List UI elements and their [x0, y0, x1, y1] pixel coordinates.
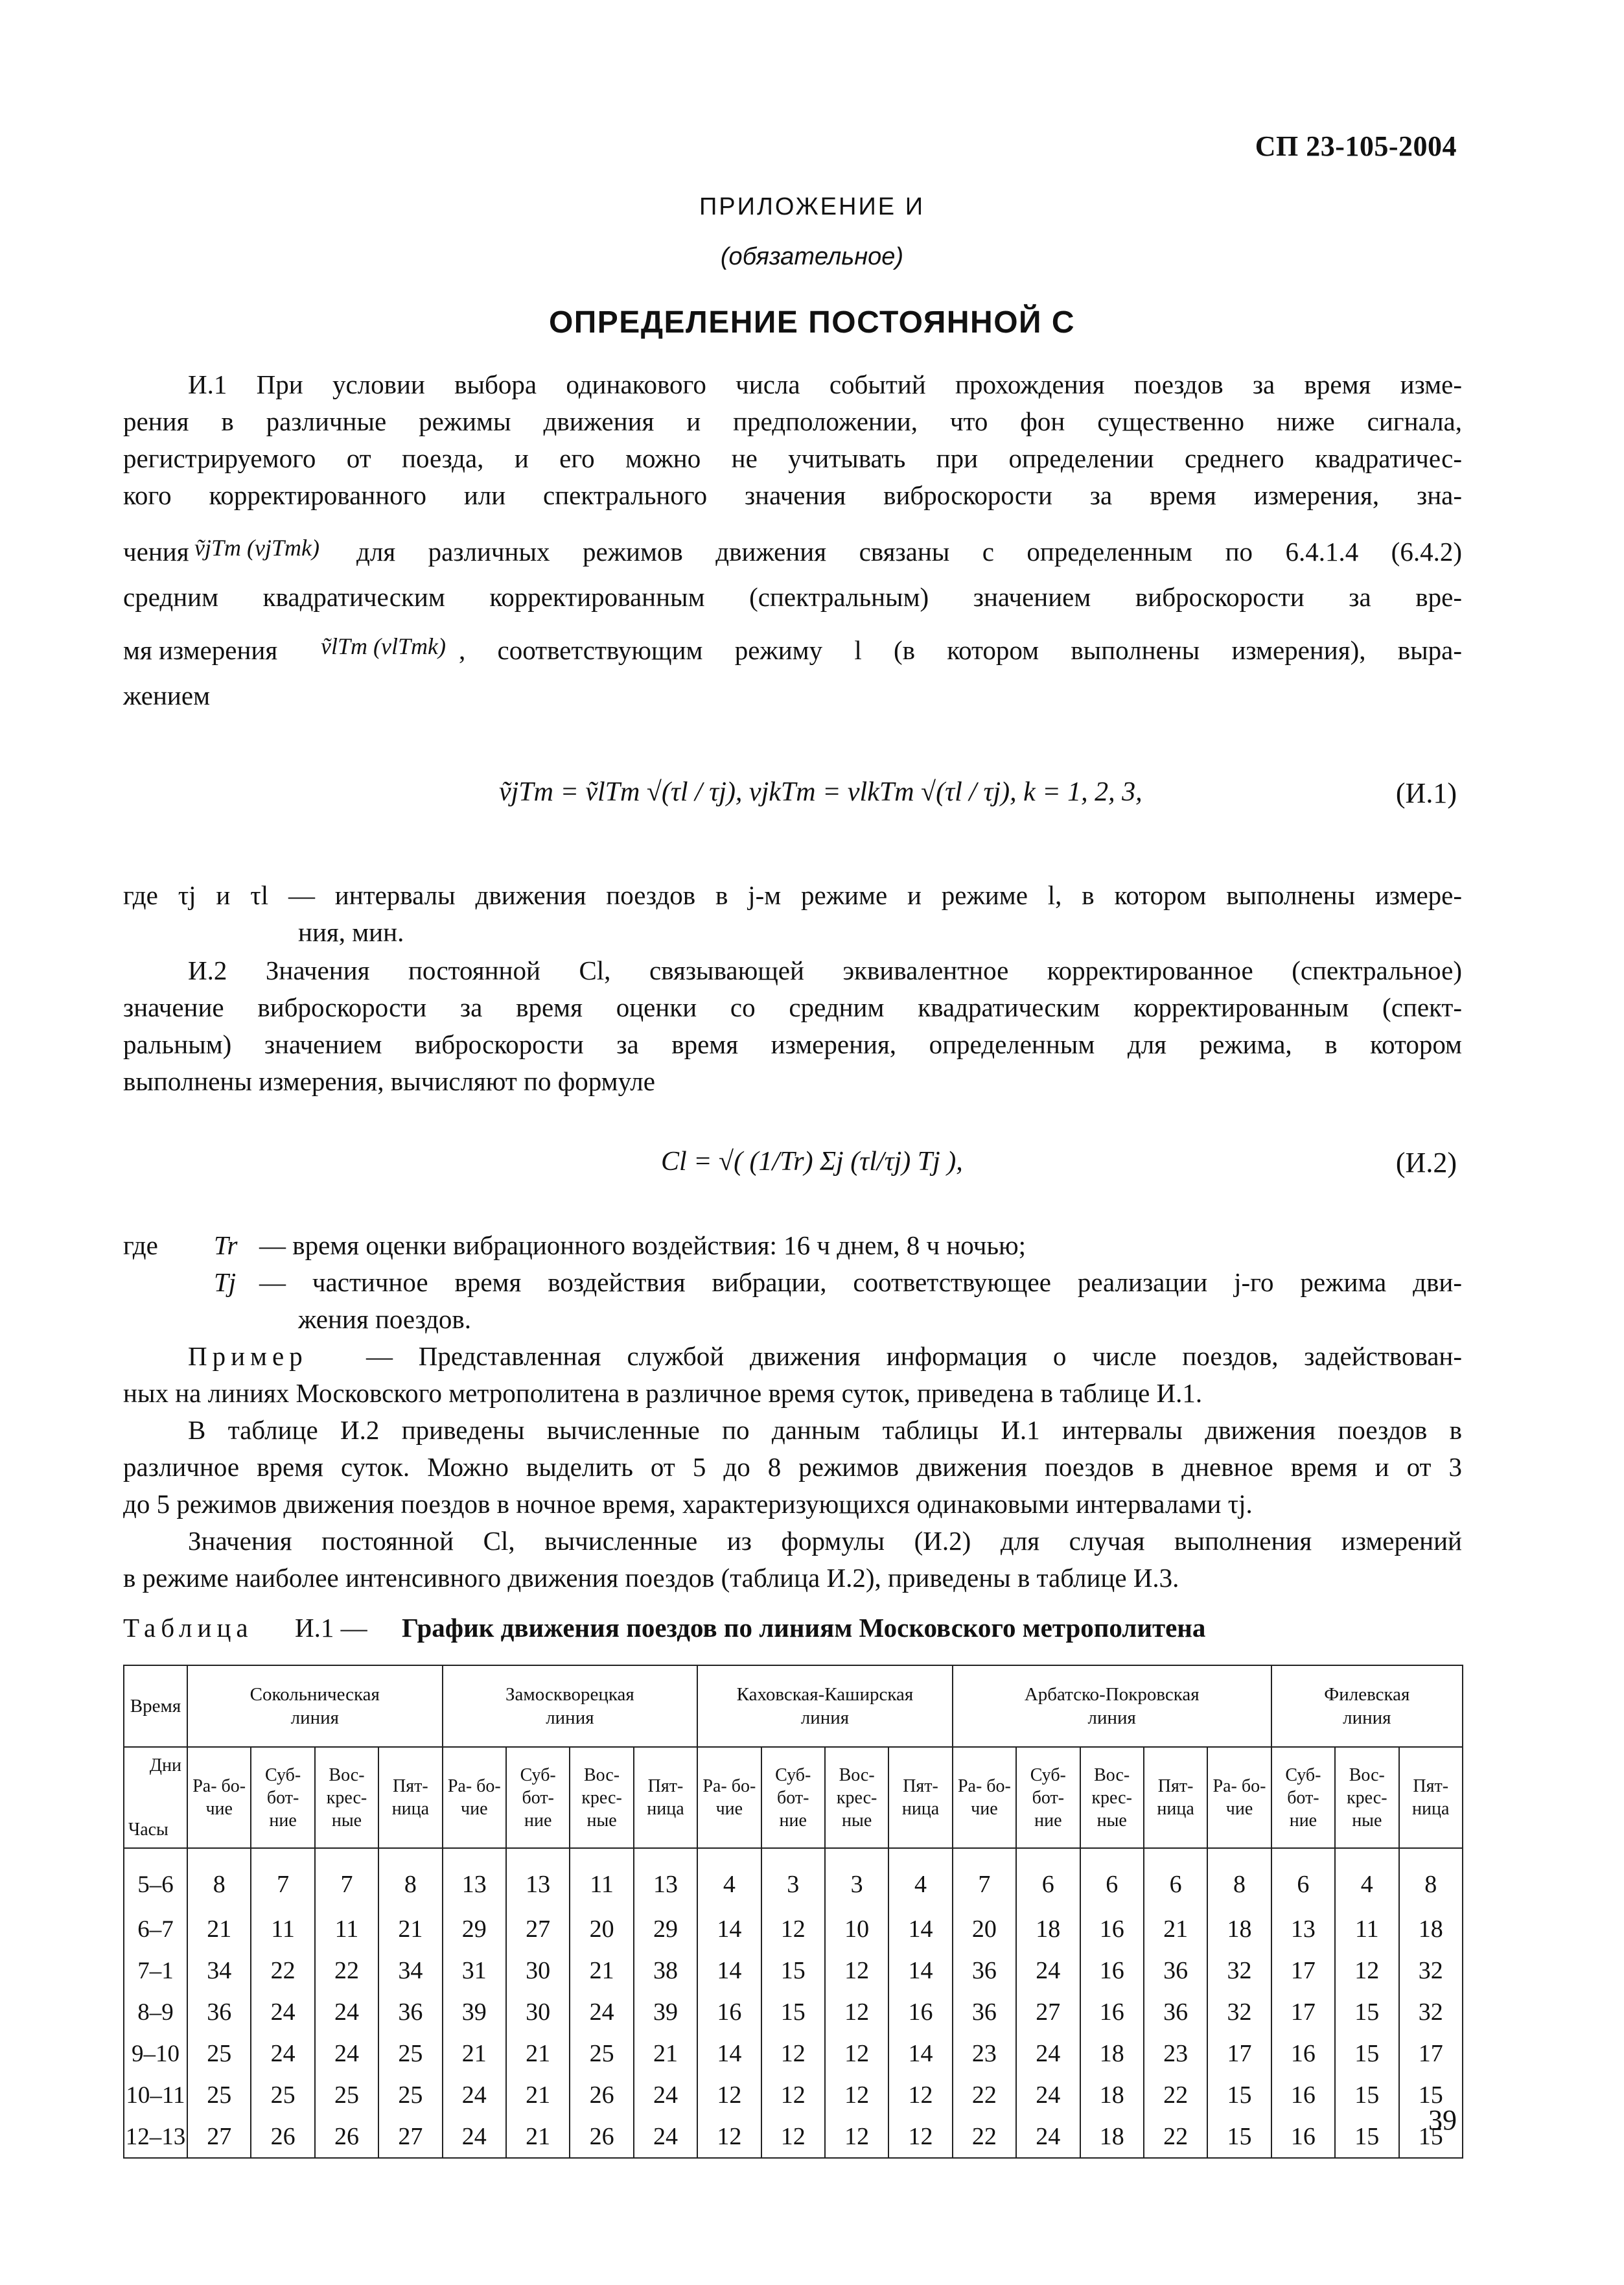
table-cell: 15 — [1335, 2033, 1398, 2074]
table-cell: 36 — [953, 1950, 1016, 1991]
section-heading: ОПРЕДЕЛЕНИЕ ПОСТОЯННОЙ C — [548, 305, 1076, 340]
table-cell: 24 — [1016, 2033, 1080, 2074]
table-cell: 34 — [187, 1950, 251, 1991]
table-row — [124, 1991, 1463, 2033]
table-caption-label: Таблица — [123, 1613, 253, 1643]
day-type-header: Пят- ница — [378, 1747, 442, 1848]
table-cell: 25 — [378, 2033, 442, 2074]
formula-2-number: (И.2) — [1395, 1147, 1457, 1178]
table-cell: 15 — [1399, 2116, 1463, 2158]
para2-line4: выполнены измерения, вычисляют по формуле — [123, 1066, 655, 1096]
table-cell: 11 — [570, 1848, 633, 1908]
table-cell: 18 — [1207, 1908, 1271, 1950]
time-cell: 12–13 — [124, 2116, 187, 2158]
table-cell: 29 — [634, 1908, 697, 1950]
table-row — [124, 2033, 1463, 2074]
table-cell: 21 — [506, 2033, 570, 2074]
table-cell: 14 — [888, 2033, 952, 2074]
table-cell: 25 — [187, 2074, 251, 2116]
day-type-header: Пят- ница — [888, 1747, 952, 1848]
day-type-header: Вос- крес- ные — [1335, 1747, 1398, 1848]
table-cell: 30 — [506, 1991, 570, 2033]
table-cell: 24 — [443, 2116, 506, 2158]
table-cell: 39 — [634, 1991, 697, 2033]
table-cell: 24 — [1016, 1950, 1080, 1991]
table-cell: 27 — [378, 2116, 442, 2158]
table-cell: 12 — [761, 2074, 825, 2116]
table-cell: 32 — [1207, 1991, 1271, 2033]
table-cell: 24 — [315, 1991, 378, 2033]
para3-line3: до 5 режимов движения поездов в ночное время, характеризующихся одинаковыми интервалами τj. — [123, 1489, 1253, 1519]
formula-2: Cl = √( (1/Tr) Σj (τl/τj) Tj ), — [661, 1147, 963, 1177]
table-cell: 10 — [825, 1908, 888, 1950]
table-cell: 16 — [1271, 2033, 1335, 2074]
table-row — [124, 1950, 1463, 1991]
table-cell: 15 — [1335, 2074, 1398, 2116]
day-type-header: Суб- бот- ние — [1271, 1747, 1335, 1848]
table-cell: 21 — [443, 2033, 506, 2074]
table-cell: 17 — [1271, 1991, 1335, 2033]
where1-line1: где τj и τl — интервалы движения поездов в j-м режиме и режиме l, в котором выполнены измере- — [123, 880, 1462, 910]
table-cell: 24 — [315, 2033, 378, 2074]
table-cell: 26 — [315, 2116, 378, 2158]
table-cell: 17 — [1271, 1950, 1335, 1991]
table-cell: 25 — [570, 2033, 633, 2074]
table-cell: 25 — [251, 2074, 314, 2116]
table-caption-title: График движения поездов по линиям Московского метрополитена — [402, 1613, 1206, 1643]
time-cell: 8–9 — [124, 1991, 187, 2033]
table-cell: 21 — [378, 1908, 442, 1950]
day-type-header: Пят- ница — [1399, 1747, 1463, 1848]
table-cell: 25 — [378, 2074, 442, 2116]
table-cell: 36 — [187, 1991, 251, 2033]
day-type-header: Ра- бо- чие — [1207, 1747, 1271, 1848]
table-cell: 36 — [1144, 1991, 1207, 2033]
day-type-header: Ра- бо- чие — [697, 1747, 761, 1848]
table-cell: 11 — [315, 1908, 378, 1950]
day-type-header: Ра- бо- чие — [443, 1747, 506, 1848]
tj-definition-2: жения поездов. — [298, 1304, 472, 1334]
para3-line2: различное время суток. Можно выделить от 5 до 8 режимов движения поездов в дневное время и от 3 — [123, 1452, 1462, 1482]
table-cell: 15 — [1207, 2116, 1271, 2158]
table-cell: 25 — [315, 2074, 378, 2116]
table-cell: 22 — [953, 2074, 1016, 2116]
para1-line7-math: ṽlTm (vlTmk) — [321, 633, 446, 659]
table-cell: 16 — [1080, 1950, 1144, 1991]
table-cell: 8 — [187, 1848, 251, 1908]
table-cell: 13 — [443, 1848, 506, 1908]
table-cell: 6 — [1271, 1848, 1335, 1908]
table-cell: 22 — [315, 1950, 378, 1991]
tj-definition: — частичное время воздействия вибрации, соответствующее реализации j-го режима дви- — [259, 1267, 1462, 1297]
table-cell: 16 — [697, 1991, 761, 2033]
tj-symbol: Tj — [214, 1267, 237, 1297]
para1-line7-start: мя измерения — [123, 635, 278, 665]
table-cell: 24 — [634, 2074, 697, 2116]
time-cell: 5–6 — [124, 1848, 187, 1908]
table-cell: 3 — [825, 1848, 888, 1908]
annex-status: (обязательное) — [720, 243, 904, 270]
para1-line8: жением — [123, 681, 211, 710]
formula-1: ṽjTm = ṽlTm √(τl / τj), vjkTm = vlkTm √(τl / τj), k = 1, 2, 3, — [499, 777, 1143, 807]
table-cell: 23 — [953, 2033, 1016, 2074]
para3-line1: В таблице И.2 приведены вычисленные по данным таблицы И.1 интервалы движения поездов в — [188, 1415, 1462, 1445]
table-cell: 27 — [1016, 1991, 1080, 2033]
para1-line5-end: для различных режимов движения связаны с определенным по 6.4.1.4 (6.4.2) — [356, 537, 1462, 567]
line-header-zamoskvoretskaya: Замоскворецкая линия — [443, 1665, 698, 1747]
table-cell: 24 — [251, 1991, 314, 2033]
page-number: 39 — [1428, 2104, 1457, 2136]
table-cell: 27 — [506, 1908, 570, 1950]
table-row — [124, 1908, 1463, 1950]
day-type-header: Ра- бо- чие — [187, 1747, 251, 1848]
day-type-header: Суб- бот- ние — [1016, 1747, 1080, 1848]
table-row — [124, 1848, 1463, 1908]
para4-line1: Значения постоянной Cl, вычисленные из формулы (И.2) для случая выполнения измерений — [188, 1526, 1462, 1556]
table-cell: 18 — [1080, 2074, 1144, 2116]
table-cell: 21 — [187, 1908, 251, 1950]
table-cell: 8 — [1207, 1848, 1271, 1908]
table-header-row-days — [124, 1747, 1463, 1848]
para1-line7-end: , соответствующим режиму l (в котором выполнены измерения), выра- — [459, 635, 1462, 665]
table-cell: 14 — [888, 1950, 952, 1991]
table-cell: 12 — [825, 2033, 888, 2074]
table-cell: 12 — [761, 1908, 825, 1950]
table-cell: 12 — [888, 2116, 952, 2158]
table-cell: 7 — [251, 1848, 314, 1908]
table-cell: 8 — [1399, 1848, 1463, 1908]
table-cell: 21 — [506, 2116, 570, 2158]
table-cell: 12 — [825, 2074, 888, 2116]
table-cell: 4 — [1335, 1848, 1398, 1908]
table-cell: 6 — [1080, 1848, 1144, 1908]
table-cell: 36 — [378, 1991, 442, 2033]
day-type-header: Вос- крес- ные — [825, 1747, 888, 1848]
table-cell: 4 — [888, 1848, 952, 1908]
table-row — [124, 2116, 1463, 2158]
table-cell: 26 — [251, 2116, 314, 2158]
table-cell: 3 — [761, 1848, 825, 1908]
day-type-header: Вос- крес- ные — [1080, 1747, 1144, 1848]
table-cell: 15 — [761, 1991, 825, 2033]
table-cell: 30 — [506, 1950, 570, 1991]
line-header-arbatsko-pokrovskaya: Арбатско-Покровская линия — [953, 1665, 1271, 1747]
table-cell: 12 — [1335, 1950, 1398, 1991]
formula-1-number: (И.1) — [1395, 777, 1457, 809]
table-cell: 36 — [953, 1991, 1016, 2033]
tr-symbol: Tr — [214, 1230, 238, 1260]
table-row — [124, 2074, 1463, 2116]
train-schedule-table — [123, 1665, 1463, 2159]
table-cell: 21 — [634, 2033, 697, 2074]
table-cell: 15 — [1335, 1991, 1398, 2033]
day-type-header: Суб- бот- ние — [506, 1747, 570, 1848]
example-label: Пример — [188, 1341, 308, 1371]
example-line1: — Представленная службой движения информация о числе поездов, задействован- — [366, 1341, 1462, 1371]
table-cell: 36 — [1144, 1950, 1207, 1991]
table-cell: 26 — [570, 2074, 633, 2116]
example-line2: ных на линиях Московского метрополитена в различное время суток, приведена в таблице И.1. — [123, 1378, 1203, 1408]
table-cell: 7 — [953, 1848, 1016, 1908]
table-cell: 12 — [825, 2116, 888, 2158]
para1-line4: кого корректированного или спектрального значения виброскорости за время измерения, зна- — [123, 480, 1462, 510]
table-cell: 15 — [761, 1950, 825, 1991]
table-cell: 32 — [1207, 1950, 1271, 1991]
tr-definition: — время оценки вибрационного воздействия: 16 ч днем, 8 ч ночью; — [259, 1230, 1027, 1260]
days-hours-header — [124, 1747, 187, 1848]
time-cell: 7–1 — [124, 1950, 187, 1991]
table-cell: 4 — [697, 1848, 761, 1908]
table-cell: 17 — [1399, 2033, 1463, 2074]
table-cell: 16 — [888, 1991, 952, 2033]
table-cell: 21 — [1144, 1908, 1207, 1950]
table-cell: 24 — [443, 2074, 506, 2116]
annex-title: ПРИЛОЖЕНИЕ И — [699, 193, 925, 220]
table-cell: 12 — [697, 2116, 761, 2158]
table-cell: 14 — [888, 1908, 952, 1950]
table-cell: 8 — [378, 1848, 442, 1908]
table-cell: 17 — [1207, 2033, 1271, 2074]
table-cell: 31 — [443, 1950, 506, 1991]
table-header-row-lines — [124, 1665, 1463, 1747]
para1-line1: И.1 При условии выбора одинакового числа событий прохождения поездов за время изме- — [188, 369, 1462, 399]
table-cell: 13 — [506, 1848, 570, 1908]
table-cell: 25 — [187, 2033, 251, 2074]
where1-line2: ния, мин. — [298, 917, 404, 947]
table-cell: 32 — [1399, 1991, 1463, 2033]
table-cell: 20 — [953, 1908, 1016, 1950]
para1-line5-math: ṽjTm (vjTmk) — [194, 535, 319, 561]
table-cell: 18 — [1080, 2116, 1144, 2158]
table-cell: 12 — [761, 2116, 825, 2158]
table-cell: 15 — [1335, 2116, 1398, 2158]
table-cell: 12 — [888, 2074, 952, 2116]
table-cell: 24 — [1016, 2116, 1080, 2158]
para1-line5-start: чения — [123, 537, 189, 567]
time-cell: 9–10 — [124, 2033, 187, 2074]
time-cell: 6–7 — [124, 1908, 187, 1950]
table-cell: 14 — [697, 2033, 761, 2074]
para2-line1: И.2 Значения постоянной Cl, связывающей эквивалентное корректированное (спектральное) — [188, 955, 1462, 985]
time-cell: 10–11 — [124, 2074, 187, 2116]
table-cell: 26 — [570, 2116, 633, 2158]
time-header: Время — [124, 1665, 187, 1747]
table-cell: 29 — [443, 1908, 506, 1950]
table-cell: 22 — [953, 2116, 1016, 2158]
para2-line3: ральным) значением виброскорости за время измерения, определенным для режима, в котором — [123, 1029, 1462, 1059]
table-cell: 27 — [187, 2116, 251, 2158]
table-cell: 14 — [697, 1950, 761, 1991]
table-cell: 21 — [570, 1950, 633, 1991]
table-cell: 11 — [251, 1908, 314, 1950]
table-cell: 32 — [1399, 1950, 1463, 1991]
table-cell: 23 — [1144, 2033, 1207, 2074]
table-cell: 22 — [1144, 2074, 1207, 2116]
table-cell: 24 — [1016, 2074, 1080, 2116]
day-type-header: Вос- крес- ные — [315, 1747, 378, 1848]
table-cell: 21 — [506, 2074, 570, 2116]
days-label: Дни — [149, 1755, 181, 1775]
table-body — [124, 1848, 1463, 2158]
table-cell: 38 — [634, 1950, 697, 1991]
table-cell: 6 — [1016, 1848, 1080, 1908]
table-cell: 6 — [1144, 1848, 1207, 1908]
day-type-header: Суб- бот- ние — [761, 1747, 825, 1848]
table-cell: 15 — [1399, 2074, 1463, 2116]
table-cell: 16 — [1080, 1908, 1144, 1950]
day-type-header: Ра- бо- чие — [953, 1747, 1016, 1848]
table-cell: 14 — [697, 1908, 761, 1950]
table-cell: 12 — [761, 2033, 825, 2074]
table-caption-number: И.1 — — [295, 1613, 367, 1643]
para1-line3: регистрируемого от поезда, и его можно не учитывать при определении среднего квадратичес- — [123, 443, 1462, 473]
table-cell: 11 — [1335, 1908, 1398, 1950]
table-cell: 7 — [315, 1848, 378, 1908]
table-cell: 12 — [825, 1950, 888, 1991]
table-cell: 24 — [634, 2116, 697, 2158]
table-cell: 18 — [1080, 2033, 1144, 2074]
table-cell: 16 — [1271, 2074, 1335, 2116]
table-cell: 18 — [1016, 1908, 1080, 1950]
day-type-header: Суб- бот- ние — [251, 1747, 314, 1848]
table-cell: 16 — [1080, 1991, 1144, 2033]
table-cell: 13 — [634, 1848, 697, 1908]
para1-line6: средним квадратическим корректированным (спектральным) значением виброскорости за вре- — [123, 582, 1462, 612]
where2-label: где — [123, 1230, 158, 1260]
para1-line2: рения в различные режимы движения и предположении, что фон существенно ниже сигнала, — [123, 406, 1462, 436]
line-header-kakhovskaya: Каховская-Каширская линия — [697, 1665, 953, 1747]
table-cell: 13 — [1271, 1908, 1335, 1950]
line-header-filevskaya: Филевская линия — [1271, 1665, 1463, 1747]
table-cell: 15 — [1207, 2074, 1271, 2116]
table-cell: 18 — [1399, 1908, 1463, 1950]
day-type-header: Пят- ница — [634, 1747, 697, 1848]
day-type-header: Вос- крес- ные — [570, 1747, 633, 1848]
table-cell: 34 — [378, 1950, 442, 1991]
table-cell: 20 — [570, 1908, 633, 1950]
table-cell: 12 — [825, 1991, 888, 2033]
para4-line2: в режиме наиболее интенсивного движения поездов (таблица И.2), приведены в таблице И.3. — [123, 1563, 1179, 1593]
hours-label: Часы — [128, 1820, 168, 1840]
table-cell: 22 — [1144, 2116, 1207, 2158]
table-cell: 39 — [443, 1991, 506, 2033]
table-cell: 22 — [251, 1950, 314, 1991]
table-cell: 24 — [251, 2033, 314, 2074]
document-code: СП 23-105-2004 — [1255, 130, 1457, 162]
para2-line2: значение виброскорости за время оценки со средним квадратическим корректированным (спект- — [123, 992, 1462, 1022]
table-cell: 12 — [697, 2074, 761, 2116]
day-type-header: Пят- ница — [1144, 1747, 1207, 1848]
line-header-sokolnicheskaya: Сокольническая линия — [187, 1665, 443, 1747]
table-cell: 24 — [570, 1991, 633, 2033]
table-cell: 16 — [1271, 2116, 1335, 2158]
